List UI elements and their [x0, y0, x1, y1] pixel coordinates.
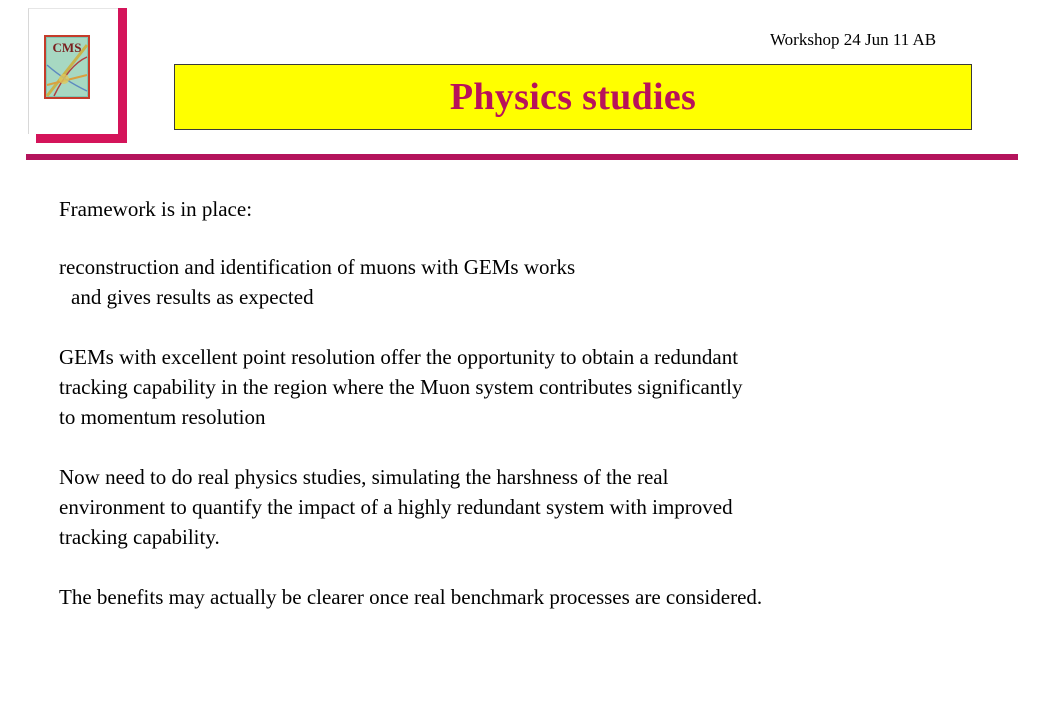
point2-line1: GEMs with excellent point resolution offer the opportunity to obtain a redundant	[59, 345, 739, 369]
logo-label: CMS	[52, 40, 82, 55]
header-note: Workshop 24 Jun 11 AB	[770, 30, 937, 49]
spacer	[59, 224, 1019, 252]
point4-line1: The benefits may actually be clearer once real benchmark processes are considered.	[59, 585, 763, 609]
point3-line1: Now need to do real physics studies, simulating the harshness of the real	[59, 465, 669, 489]
title-box	[174, 64, 972, 130]
point3-line2: environment to quantify the impact of a highly redundant system with improved	[59, 495, 733, 519]
spacer	[59, 432, 1019, 462]
spacer	[59, 312, 1019, 342]
cms-logo-icon	[44, 35, 90, 99]
point1-line2: and gives results as expected	[71, 285, 314, 309]
logo-accent-bar-vertical	[118, 8, 127, 143]
point1-line1: reconstruction and identification of muons with GEMs works	[59, 255, 576, 279]
slide-body	[59, 194, 1019, 612]
point2-line2: tracking capability in the region where the Muon system contributes significantly	[59, 375, 743, 399]
logo-accent-bar-horizontal	[36, 134, 127, 143]
point3-line3: tracking capability.	[59, 525, 220, 549]
title-divider-rule	[26, 154, 1018, 160]
point2-line3: to momentum resolution	[59, 405, 266, 429]
spacer	[59, 552, 1019, 582]
slide-title: Physics studies	[449, 76, 697, 118]
intro-line: Framework is in place:	[59, 197, 253, 221]
